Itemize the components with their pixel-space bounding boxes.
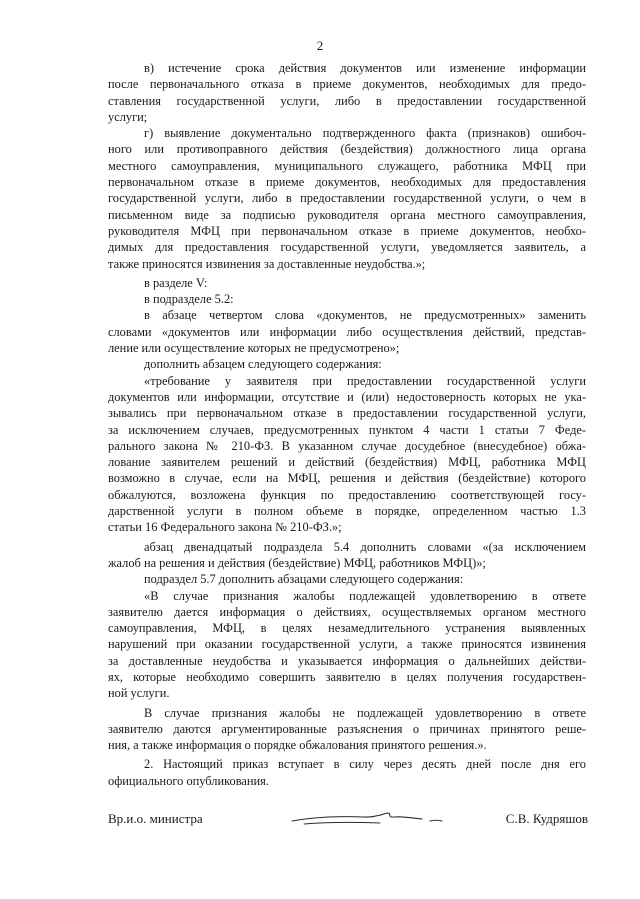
signatory-name: С.В. Кудряшов xyxy=(505,811,588,826)
paragraph xyxy=(108,275,586,291)
text-line: «В случае признания жалобы подлежащей удовлетворению в ответе xyxy=(144,588,586,603)
signature-icon xyxy=(284,805,454,835)
text-line: г) выявление документально подтвержденного факта (признаков) ошибоч- xyxy=(144,126,586,141)
document-body xyxy=(108,60,586,789)
paragraph xyxy=(108,705,586,754)
text-line: самоуправления, МФЦ, в целях незамедлительного устранения выявленных xyxy=(108,621,586,636)
paragraph xyxy=(108,125,586,272)
text-line: словами «документов или информации либо осуществления действий, представ- xyxy=(108,324,586,339)
text-line: 2. Настоящий приказ вступает в силу через десять дней после дня его xyxy=(144,757,586,772)
text-line: руководителя МФЦ при первоначальном отказе в приеме документов, необхо- xyxy=(108,223,586,238)
text-line: заявителю дается информация о действиях, осуществляемых органом местного xyxy=(108,604,586,619)
text-line: ях, которые необходимо совершить заявителю в целях получения государствен- xyxy=(108,669,586,684)
paragraph xyxy=(108,60,586,125)
text-line: в абзаце четвертом слова «документов, не предусмотренных» заменить xyxy=(144,308,586,323)
paragraph xyxy=(108,588,586,702)
text-line: рального закона № 210-ФЗ. В указанном случае досудебное (внесудебное) обжа- xyxy=(108,438,586,453)
text-line: документов или информации, отсутствие и (или) недостоверность которых не ука- xyxy=(108,389,586,404)
text-line: дарственной услуги в полном объеме в порядке, определенном частью 1.3 xyxy=(108,504,586,519)
text-line: заявителю даются аргументированные разъяснения о причинах принятого реше- xyxy=(108,721,586,736)
text-line: ния, а также информация о порядке обжалования принятого решения.». xyxy=(108,738,487,753)
text-line: ставления государственной услуги, либо в предоставлении государственной xyxy=(108,93,586,108)
text-line: в разделе V: xyxy=(144,275,208,290)
text-line: обжалуются, возложена функция по предоставлению соответствующей госу- xyxy=(108,487,586,502)
paragraph xyxy=(108,571,586,587)
text-line: ление или осуществление которых не предусмотрено»; xyxy=(108,341,400,356)
text-line: зывались при первоначальном отказе в предоставлении государственной услуги, xyxy=(108,406,586,421)
text-line: официального опубликования. xyxy=(108,773,269,788)
text-line: «требование у заявителя при предоставлении государственной услуги xyxy=(144,373,586,388)
text-line: также приносятся извинения за доставленные неудобства.»; xyxy=(108,256,426,271)
text-line: жалоб на решения и действия (бездействие) МФЦ, работников МФЦ)»; xyxy=(108,555,486,570)
text-line: димых для предоставления государственной услуги, уведомляется заявитель, а xyxy=(108,240,586,255)
text-line: местного самоуправления, муниципального служащего, работника МФЦ при xyxy=(108,158,586,173)
text-line: письменном виде за подписью руководителя органа местного самоуправления, xyxy=(108,207,586,222)
paragraph xyxy=(108,356,586,372)
text-line: лование заявителем решений и действий (бездействия) МФЦ, работника МФЦ xyxy=(108,455,586,470)
text-line: абзац двенадцатый подраздела 5.4 дополнить словами «(за исключением xyxy=(144,539,586,554)
text-line: после первоначального отказа в приеме документов, необходимых для предо- xyxy=(108,77,586,92)
text-line: ной услуги. xyxy=(108,686,170,701)
paragraph xyxy=(108,307,586,356)
paragraph xyxy=(108,291,586,307)
page-number: 2 xyxy=(316,38,324,53)
text-line: статьи 16 Федерального закона № 210-ФЗ.»; xyxy=(108,520,342,535)
signature-block xyxy=(108,811,588,831)
signatory-title: Вр.и.о. министра xyxy=(108,811,203,826)
paragraph xyxy=(108,373,586,536)
text-line: за исключением случаев, предусмотренных пунктом 4 части 1 статьи 7 Феде- xyxy=(108,422,586,437)
text-line: в подразделе 5.2: xyxy=(144,292,234,307)
text-line: за доставленные неудобства и указывается информация о дальнейших действи- xyxy=(108,653,586,668)
text-line: В случае признания жалобы не подлежащей удовлетворению в ответе xyxy=(144,705,586,720)
text-line: дополнить абзацем следующего содержания: xyxy=(144,357,382,372)
text-line: возможно в случае, если на МФЦ, решения и действия (бездействие) которого xyxy=(108,471,586,486)
paragraph xyxy=(108,539,586,572)
text-line: первоначальном отказе в приеме документов, необходимых для предоставления xyxy=(108,175,586,190)
text-line: в) истечение срока действия документов или изменение информации xyxy=(144,61,586,75)
text-line: услуги; xyxy=(108,109,148,124)
text-line: государственной услуги, либо в предоставлении государственной услуги, о чем в xyxy=(108,191,586,206)
paragraph xyxy=(108,756,586,789)
text-line: нарушений при оказании государственной услуги, а также приносятся извинения xyxy=(108,637,586,652)
text-line: ного или противоправного действия (бездействия) должностного лица органа xyxy=(108,142,586,157)
text-line: подраздел 5.7 дополнить абзацами следующего содержания: xyxy=(144,572,464,587)
